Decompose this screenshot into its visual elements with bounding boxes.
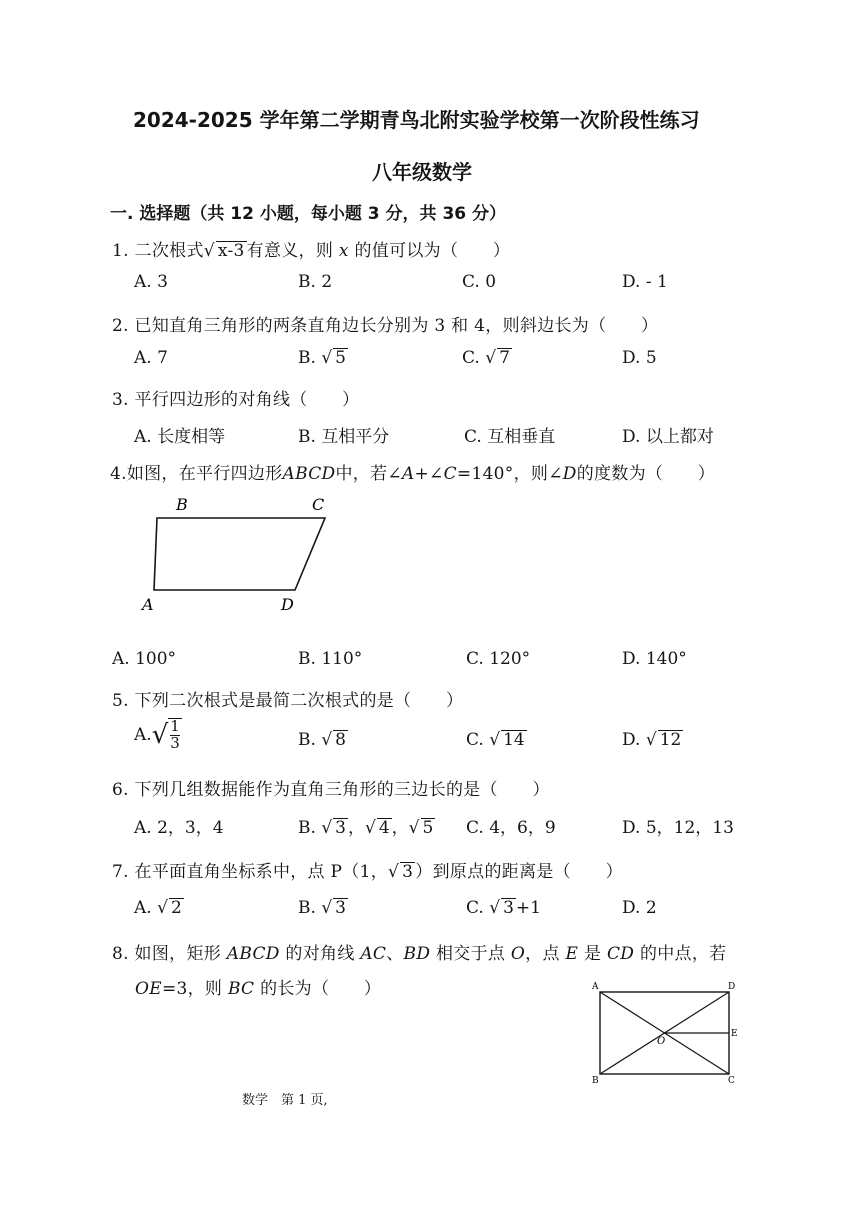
question-number: 6. <box>112 780 129 800</box>
section-heading: 一. 选择题（共 12 小题，每小题 3 分，共 36 分） <box>110 204 507 224</box>
q1-option-d: D. - 1 <box>622 272 668 292</box>
vertex-label-b: B <box>176 495 188 514</box>
radicand: x-3 <box>217 241 245 261</box>
vertex-label-c: C <box>728 1076 735 1085</box>
q3-option-b: B. 互相平分 <box>298 427 390 447</box>
rectangle-figure <box>586 980 746 1085</box>
q1-option-b: B. 2 <box>298 272 333 292</box>
q6-option-c: C. 4，6，9 <box>466 818 556 838</box>
q1-option-c: C. 0 <box>462 272 497 292</box>
question-number: 3. <box>112 390 129 410</box>
q7-option-b: B. √ 3 <box>298 898 346 918</box>
question-text: 二次根式 <box>134 241 204 261</box>
q3-option-d: D. 以上都对 <box>622 427 714 447</box>
q7-option-a: A. √ 2 <box>134 898 182 918</box>
question-number: 1. <box>112 241 129 261</box>
exam-subtitle: 八年级数学 <box>372 160 472 184</box>
question-text: 已知直角三角形的两条直角边长分别为 3 和 4，则斜边长为（ ） <box>134 316 659 336</box>
q6-option-a: A. 2，3，4 <box>134 818 224 838</box>
question-number: 5. <box>112 691 129 711</box>
q4-option-b: B. 110° <box>298 649 363 669</box>
question-text: 有意义，则 <box>246 241 334 261</box>
q5-option-a: A.√ $\frac{1}{3}$ <box>134 717 180 752</box>
question-number: 7. <box>112 862 129 882</box>
parallelogram-shape <box>154 518 325 590</box>
question-6 <box>112 775 550 800</box>
q5-option-c: C. √ 14 <box>466 730 525 750</box>
q4-option-a: A. 100° <box>112 649 177 669</box>
vertex-label-a: A <box>592 982 599 992</box>
question-2 <box>112 311 658 336</box>
variable: x <box>338 241 349 261</box>
question-number: 2. <box>112 316 129 336</box>
q2-option-c: C. √ 7 <box>462 348 510 368</box>
question-text: 的值可以为（ ） <box>354 241 511 261</box>
q2-option-b: B. √ 5 <box>298 348 346 368</box>
q5-option-d: D. √ 12 <box>622 730 682 750</box>
point-label-e: E <box>731 1029 738 1039</box>
q6-option-b: B. √ 3 ，√ 4 ，√ 5 <box>298 818 434 838</box>
q3-option-c: C. 互相垂直 <box>464 427 556 447</box>
q3-option-a: A. 长度相等 <box>134 427 226 447</box>
question-5 <box>112 686 463 711</box>
q7-option-c: C. √ 3 +1 <box>466 898 541 918</box>
question-number: 4. <box>110 464 127 484</box>
question-8: 8. 如图，矩形 ABCD 的对角线 AC、BD 相交于点 O，点 E 是 CD 的中点，若 <box>112 944 727 964</box>
q1-option-a: A. 3 <box>134 272 168 292</box>
q6-option-d: D. 5，12，13 <box>622 818 734 838</box>
question-8-line-2: OE=3，则 BC 的长为（ ） <box>135 979 382 999</box>
q2-option-a: A. 7 <box>134 348 168 368</box>
question-1: 1. 二次根式√ x-3 有意义，则 x 的值可以为（ ） <box>112 241 511 261</box>
question-7: 7. 在平面直角坐标系中，点 P（1，√ 3 ）到原点的距离是（ ） <box>112 862 623 882</box>
vertex-label-d: D <box>728 982 736 992</box>
q4-option-c: C. 120° <box>466 649 531 669</box>
vertex-label-c: C <box>312 495 325 514</box>
question-number: 8. <box>112 944 129 964</box>
q2-option-d: D. 5 <box>622 348 657 368</box>
parallelogram-figure <box>130 490 340 620</box>
question-4: 4.如图，在平行四边形ABCD中，若∠A+∠C=140°，则∠D的度数为（ ） <box>110 464 716 484</box>
q7-option-d: D. 2 <box>622 898 657 918</box>
q5-option-b: B. √ 8 <box>298 730 346 750</box>
vertex-label-a: A <box>142 595 154 614</box>
question-text: 下列二次根式是最简二次根式的是（ ） <box>134 691 464 711</box>
question-3 <box>112 385 359 410</box>
exam-title: 2024-2025 学年第二学期青鸟北附实验学校第一次阶段性练习 <box>133 108 700 132</box>
vertex-label-b: B <box>592 1076 599 1085</box>
point-label-o: O <box>657 1036 666 1047</box>
question-text: 下列几组数据能作为直角三角形的三边长的是（ ） <box>134 780 550 800</box>
vertex-label-d: D <box>281 595 294 614</box>
question-text: 平行四边形的对角线（ ） <box>134 390 360 410</box>
q4-option-d: D. 140° <box>622 649 687 669</box>
page-footer: 数学 第 1 页, <box>242 1093 328 1108</box>
